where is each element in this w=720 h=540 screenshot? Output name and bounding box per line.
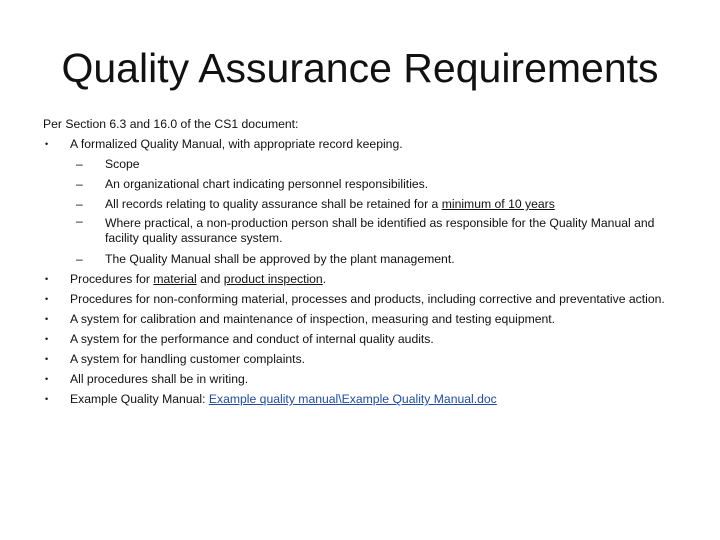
item-text: Procedures for bbox=[70, 272, 154, 286]
bullet-marker: • bbox=[45, 394, 49, 404]
sub-item-text: All records relating to quality assurance shall be retained for a bbox=[105, 197, 442, 211]
dash-marker: – bbox=[76, 157, 83, 171]
item-text: Procedures for non-conforming material, processes and products, including corrective and preventative action. bbox=[70, 292, 665, 306]
material-link: material bbox=[153, 272, 197, 286]
bullet-marker: • bbox=[45, 294, 49, 304]
item-text: Example Quality Manual: bbox=[70, 392, 209, 406]
sub-item bbox=[43, 174, 683, 194]
dash-marker: – bbox=[76, 252, 83, 266]
sub-item bbox=[43, 249, 683, 269]
item-text: A system for calibration and maintenance of inspection, measuring and testing equipment. bbox=[70, 312, 556, 326]
bullet-marker: • bbox=[45, 139, 49, 149]
item-text: A system for the performance and conduct of internal quality audits. bbox=[70, 332, 434, 346]
sub-item bbox=[43, 154, 683, 174]
bullet-marker: • bbox=[45, 354, 49, 364]
item-text: A system for handling customer complaints. bbox=[70, 352, 306, 366]
sub-item bbox=[43, 194, 683, 214]
list-item bbox=[43, 309, 683, 329]
sub-item-text: Where practical, a non-production person shall be identified as responsible for the Quality Manual and facility quality assurance system. bbox=[105, 216, 655, 245]
list-item bbox=[43, 134, 683, 154]
example-manual-link[interactable]: Example quality manual\Example Quality Manual.doc bbox=[208, 392, 497, 406]
requirements-list bbox=[43, 134, 683, 409]
list-item bbox=[43, 349, 683, 369]
product-inspection-link: product inspection bbox=[223, 272, 323, 286]
sub-item-text: An organizational chart indicating personnel responsibilities. bbox=[105, 177, 429, 191]
list-item bbox=[43, 389, 683, 409]
sub-item-text: The Quality Manual shall be approved by the plant management. bbox=[105, 252, 455, 266]
list-item bbox=[43, 329, 683, 349]
intro-text: Per Section 6.3 and 16.0 of the CS1 document: bbox=[43, 117, 299, 131]
item-text: All procedures shall be in writing. bbox=[70, 372, 249, 386]
item-text: A formalized Quality Manual, with appropriate record keeping. bbox=[70, 137, 403, 151]
retention-period-link: minimum of 10 years bbox=[441, 197, 555, 211]
dash-marker: – bbox=[76, 197, 83, 211]
sub-item bbox=[43, 214, 683, 249]
item-text: and bbox=[196, 272, 224, 286]
list-item bbox=[43, 269, 683, 289]
bullet-marker: • bbox=[45, 374, 49, 384]
bullet-marker: • bbox=[45, 314, 49, 324]
bullet-marker: • bbox=[45, 274, 49, 284]
slide-body bbox=[43, 114, 683, 409]
bullet-marker: • bbox=[45, 334, 49, 344]
list-item bbox=[43, 369, 683, 389]
dash-marker: – bbox=[76, 177, 83, 191]
dash-marker: – bbox=[76, 214, 83, 228]
sub-item-text: Scope bbox=[105, 157, 140, 171]
slide-title: Quality Assurance Requirements bbox=[61, 45, 659, 91]
item-text: . bbox=[322, 272, 327, 286]
list-item bbox=[43, 289, 683, 309]
